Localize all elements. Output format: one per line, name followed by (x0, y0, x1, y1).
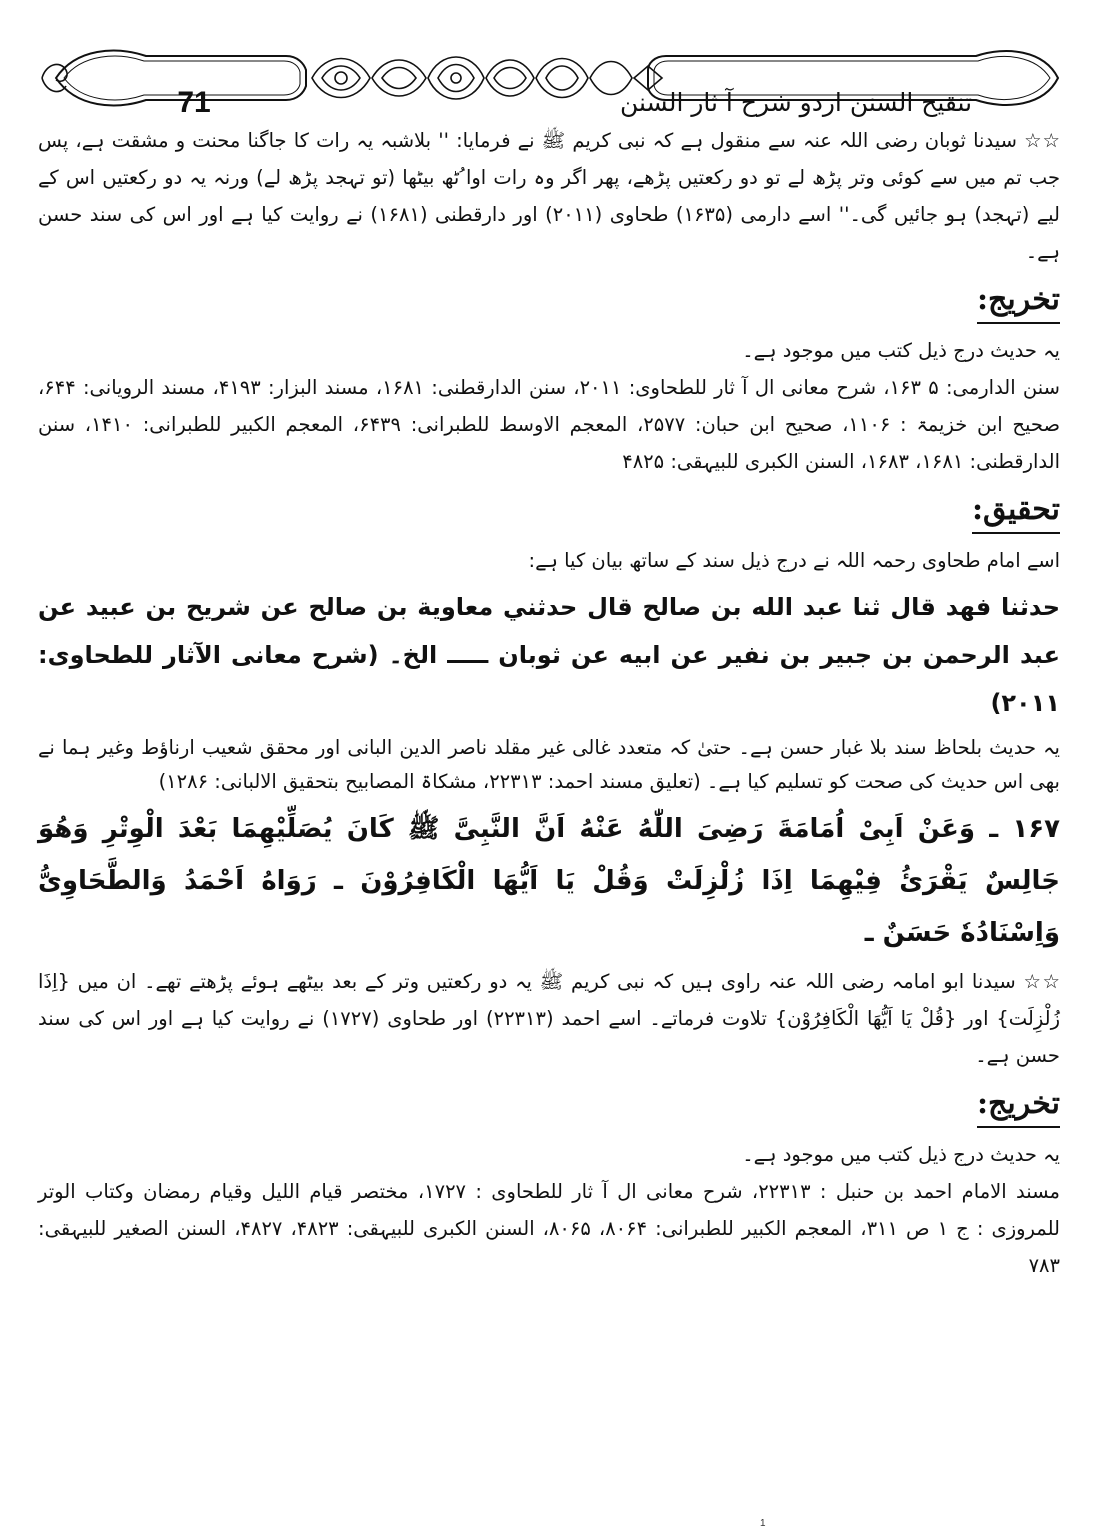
hadith-arabic: ۱۶۷ ـ وَعَنْ اَبِیْ اُمَامَةَ رَضِیَ اللّٰهُ عَنْهُ اَنَّ النَّبِیَّ ﷺ كَانَ يُصَلِّيْهِمَا بَعْدَ الْوِتْرِ وَهُوَ جَالِسٌ يَقْرَئُ فِيْهِمَا اِذَا زُلْزِلَتْ وَقُلْ يَا اَيُّهَا الْكَافِرُوْنَ ـ رَوَاهُ اَحْمَدُ وَالطَّحَاوِیُّ وَاِسْنَادُهٗ حَسَنٌ ـ (38, 814, 1060, 948)
takhrij-heading-2: تخریج: (977, 1084, 1060, 1128)
narration-paragraph: ☆☆ سیدنا ثوبان رضی اللہ عنہ سے منقول ہے کہ نبی کریم ﷺ نے فرمایا: '' بلاشبہ یہ رات کا جاگنا محنت و مشقت ہے، پس جب تم میں سے کوئی وتر پڑھ لے تو دو رکعتیں پڑھے، پھر اگر وہ رات اوا ُٹھ بیٹھا (تو تہجد پڑھ لے) ورنہ یہ دو رکعتیں اس کے لیے (تہجد) ہو جائیں گی۔'' اسے دارمی (۱۶۳۵) طحاوی (۲۰۱۱) اور دارقطنی (۱۶۸۱) نے روایت کیا ہے اور اس کی سند حسن ہے۔ (38, 129, 1061, 263)
translation-paragraph: ☆☆ سیدنا ابو امامہ رضی اللہ عنہ راوی ہیں کہ نبی کریم ﷺ یہ دو رکعتیں وتر کے بعد بیٹھے ہوئے پڑھتے تھے۔ ان میں {اِذَا زُلْزِلَت} اور {قُلْ يَا اَيُّهَا الْكَافِرُوْن} تلاوت فرماتے۔ اسے احمد (۲۲۳۱۳) اور طحاوی (۱۷۲۷) نے روایت کیا ہے اور اس کی سند حسن ہے۔ (38, 970, 1060, 1067)
takhrij-sources-2: مسند الامام احمد بن حنبل : ۲۲۳۱۳، شرح معانی ال آ ثار للطحاوی : ۱۷۲۷، مختصر قیام اللیل وقیام رمضان وکتاب الوتر للمروزی : ج ۱ ص ۳۱۱، المعجم الکبیر للطبرانی: ۸۰۶۴، ۸۰۶۵، السنن الکبری للبیہقی: ۴۸۲۳، ۴۸۲۷، السنن الصغیر للبیہقی: ۷۸۳ (38, 1180, 1060, 1277)
takhrij-intro: یہ حدیث درج ذیل کتب میں موجود ہے۔ (742, 339, 1060, 362)
isnad-arabic: حدثنا فهد قال ثنا عبد الله بن صالح قال حدثني معاوية بن صالح عن شريح بن عبيد عن عبد الرحمن بن جبير بن نفير عن ابيه عن ثوبان ـــــ الخ۔ (شرح معانی الآثار للطحاوی: ۲۰۱۱) (38, 593, 1060, 717)
tahqiq-intro: اسے امام طحاوی رحمہ اللہ نے درج ذیل سند کے ساتھ بیان کیا ہے: (528, 549, 1060, 572)
page-content (38, 122, 1060, 1284)
page-header (36, 34, 1066, 118)
takhrij-sources: سنن الدارمی: ۵ ۱۶۳، شرح معانی ال آ ثار للطحاوی: ۲۰۱۱، سنن الدارقطنی: ۱۶۸۱، مسند البزار: ۴۱۹۳، مسند الرویانی: ۶۴۴، صحیح ابن خزیمۃ : ۱۱۰۶، صحیح ابن حبان: ۲۵۷۷، المعجم الاوسط للطبرانی: ۶۴۳۹، المعجم الکبیر للطبرانی: ۱۴۱۰، سنن الدارقطنی: ۱۶۸۱، ۱۶۸۳، السنن الکبری للبیہقی: ۴۸۲۵ (38, 376, 1060, 473)
takhrij-heading: تخریج: (977, 280, 1060, 324)
book-title: تنقیح السنن اردو شرح آ ثار السنن (619, 88, 973, 117)
takhrij-intro-2: یہ حدیث درج ذیل کتب میں موجود ہے۔ (742, 1143, 1060, 1166)
tahqiq-heading: تحقیق: (972, 490, 1060, 534)
page-number: 71 (177, 86, 211, 119)
footer-mark: 1 (760, 1518, 766, 1529)
grading-paragraph: یہ حدیث بلحاظ سند بلا غبار حسن ہے۔ حتیٰ کہ متعدد غالی غیر مقلد ناصر الدین البانی اور محقق شعیب ارناؤط وغیر ہما نے بھی اس حدیث کی صحت کو تسلیم کیا ہے۔ (تعلیق مسند احمد: ۲۲۳۱۳، مشکاۃ المصابیح بتحقیق الالبانی: ۱۲۸۶) (38, 736, 1060, 793)
